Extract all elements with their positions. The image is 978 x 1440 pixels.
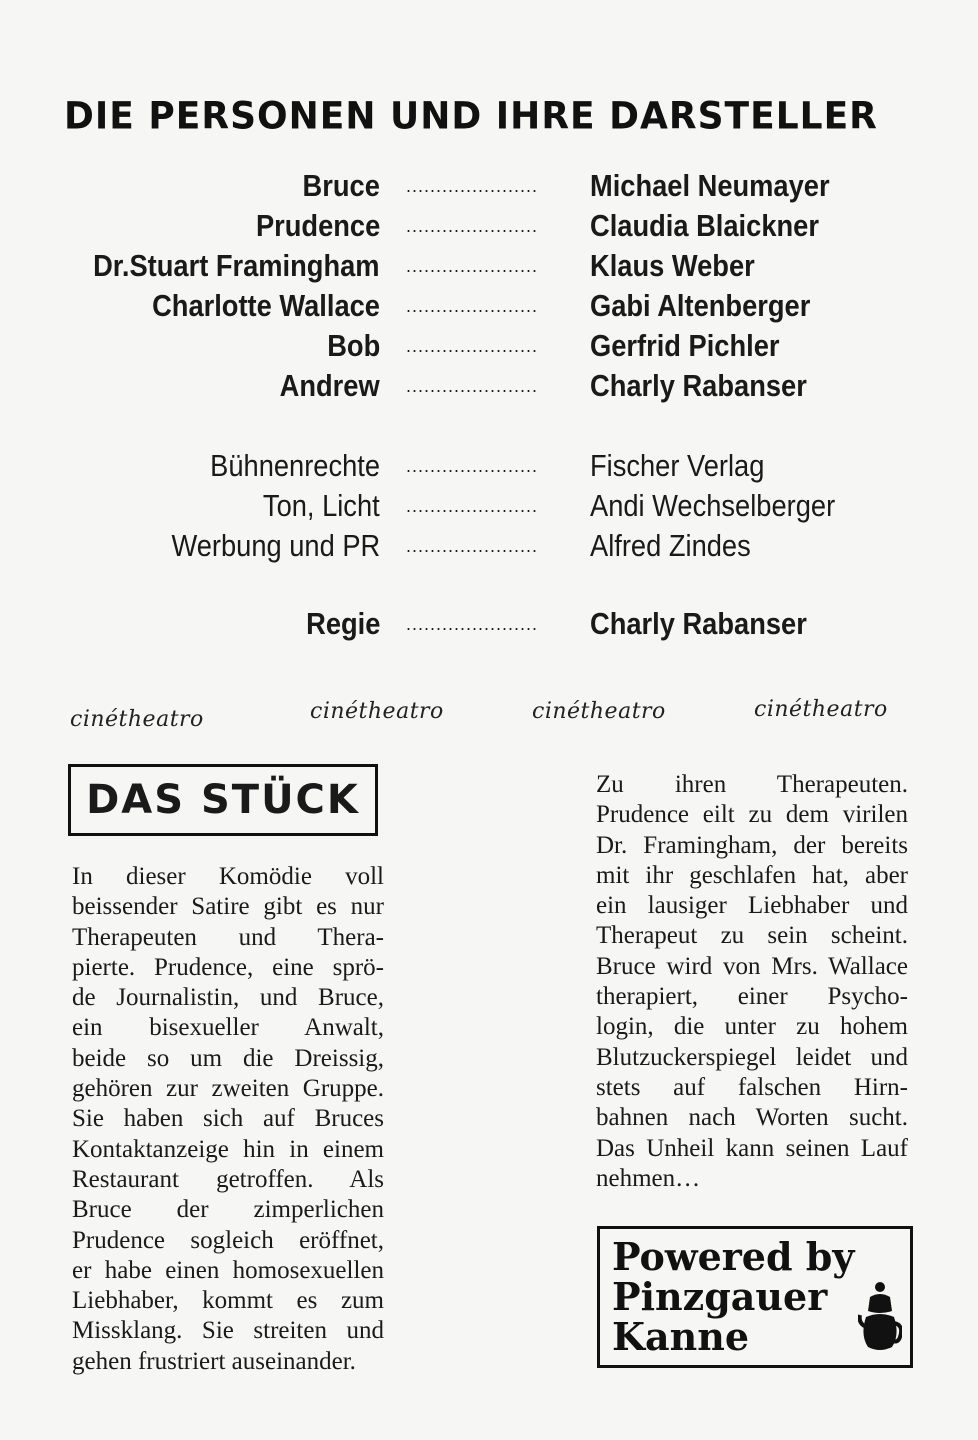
logo-row	[66, 695, 926, 735]
leader-dots: ......................	[406, 216, 539, 236]
cast-row	[60, 286, 940, 326]
crew-row	[60, 486, 940, 526]
actor-name: Klaus Weber	[590, 248, 755, 283]
leader-dots: ......................	[406, 456, 539, 476]
actor-name: Gerfrid Pichler	[590, 328, 780, 363]
text-line: gehen frustriert auseinander.	[72, 1347, 356, 1375]
role-name: Bruce	[302, 168, 380, 203]
role-name: Regie	[305, 606, 380, 641]
text-line: ein lausiger Liebhaber und	[596, 892, 908, 920]
leader-dots: ......................	[406, 496, 539, 516]
text-line: Restaurant getroffen. Als	[72, 1165, 384, 1193]
text-line: Therapeuten und Thera-	[72, 923, 384, 951]
crew-row	[60, 446, 940, 486]
leader-dots: ......................	[406, 376, 539, 396]
actor-name: Michael Neumayer	[590, 168, 830, 203]
leader-dots: ......................	[406, 536, 539, 556]
text-line: Therapeut zu sein scheint.	[596, 922, 908, 950]
cast-row	[60, 166, 940, 206]
sponsor-box	[597, 1226, 913, 1368]
text-line: Missklang. Sie streiten und	[72, 1317, 384, 1345]
text-line: login, die unter zu hohem	[596, 1013, 908, 1041]
text-line: gehören zur zweiten Gruppe.	[72, 1075, 384, 1103]
synopsis-right-column	[596, 770, 908, 1194]
actor-name: Charly Rabanser	[590, 368, 807, 403]
cast-row	[60, 326, 940, 366]
cast-row	[60, 366, 940, 406]
actor-name: Fischer Verlag	[590, 448, 765, 483]
director-row	[60, 604, 940, 644]
section-title-box	[68, 764, 378, 836]
cast-row	[60, 246, 940, 286]
crew-row	[60, 526, 940, 566]
leader-dots: ......................	[406, 176, 539, 196]
leader-dots: ......................	[406, 296, 539, 316]
role-name: Dr.Stuart Framingham	[93, 248, 380, 283]
text-line: therapiert, einer Psycho-	[596, 983, 908, 1011]
text-line: bahnen nach Worten sucht.	[596, 1104, 908, 1132]
actor-name: Charly Rabanser	[590, 606, 807, 641]
spacer	[60, 406, 940, 446]
leader-dots: ......................	[406, 256, 539, 276]
text-line: beide so um die Dreissig,	[72, 1044, 384, 1072]
role-name: Charlotte Wallace	[152, 288, 380, 323]
cinetheatro-logo: cinétheatro	[70, 707, 204, 732]
leader-dots: ......................	[406, 614, 539, 634]
text-line: beissender Satire gibt es nur	[72, 893, 384, 921]
cast-list	[60, 166, 940, 644]
role-name: Andrew	[279, 368, 380, 403]
text-line: Liebhaber, kommt es zum	[72, 1287, 384, 1315]
text-line: Das Unheil kann seinen Lauf	[596, 1134, 908, 1162]
cinetheatro-logo: cinétheatro	[310, 699, 444, 724]
actor-name: Claudia Blaickner	[590, 208, 819, 243]
text-line: Bruce wird von Mrs. Wallace	[596, 952, 908, 980]
page-title: DIE PERSONEN UND IHRE DARSTELLER	[64, 94, 878, 139]
sponsor-line: Pinzgauer	[612, 1274, 828, 1319]
role-name: Bob	[326, 328, 380, 363]
text-line: In dieser Komödie voll	[72, 863, 384, 890]
sponsor-line: Powered by	[612, 1234, 855, 1279]
text-line: de Journalistin, und Bruce,	[72, 984, 384, 1012]
section-title: DAS STÜCK	[86, 777, 360, 823]
text-line: er habe einen homosexuellen	[72, 1256, 384, 1284]
synopsis-left-column	[72, 862, 384, 1377]
text-line: Zu ihren Therapeuten.	[596, 771, 908, 798]
text-line: ein bisexueller Anwalt,	[72, 1014, 384, 1042]
text-line: Prudence sogleich eröffnet,	[72, 1226, 384, 1254]
cinetheatro-logo: cinétheatro	[532, 699, 666, 724]
text-line: Dr. Framingham, der bereits	[596, 831, 908, 859]
text-line: nehmen…	[596, 1164, 701, 1192]
role-name: Prudence	[255, 208, 380, 243]
cast-row	[60, 206, 940, 246]
teapot-icon	[858, 1277, 902, 1357]
spacer	[60, 566, 940, 604]
text-line: Bruce der zimperlichen	[72, 1196, 384, 1224]
cinetheatro-logo: cinétheatro	[754, 697, 888, 722]
actor-name: Gabi Altenberger	[590, 288, 811, 323]
text-line: Sie haben sich auf Bruces	[72, 1105, 384, 1133]
sponsor-line: Kanne	[612, 1314, 750, 1359]
actor-name: Andi Wechselberger	[590, 488, 836, 523]
text-line: pierte. Prudence, eine sprö-	[72, 953, 384, 981]
text-line: Blutzuckerspiegel leidet und	[596, 1043, 908, 1071]
leader-dots: ......................	[406, 336, 539, 356]
text-line: stets auf falschen Hirn-	[596, 1073, 908, 1101]
role-name: Werbung und PR	[171, 528, 380, 563]
role-name: Ton, Licht	[263, 488, 380, 523]
text-line: Kontaktanzeige hin in einem	[72, 1135, 384, 1163]
text-line: mit ihr geschlafen hat, aber	[596, 861, 908, 889]
role-name: Bühnenrechte	[210, 448, 380, 483]
actor-name: Alfred Zindes	[590, 528, 751, 563]
text-line: Prudence eilt zu dem virilen	[596, 801, 908, 829]
